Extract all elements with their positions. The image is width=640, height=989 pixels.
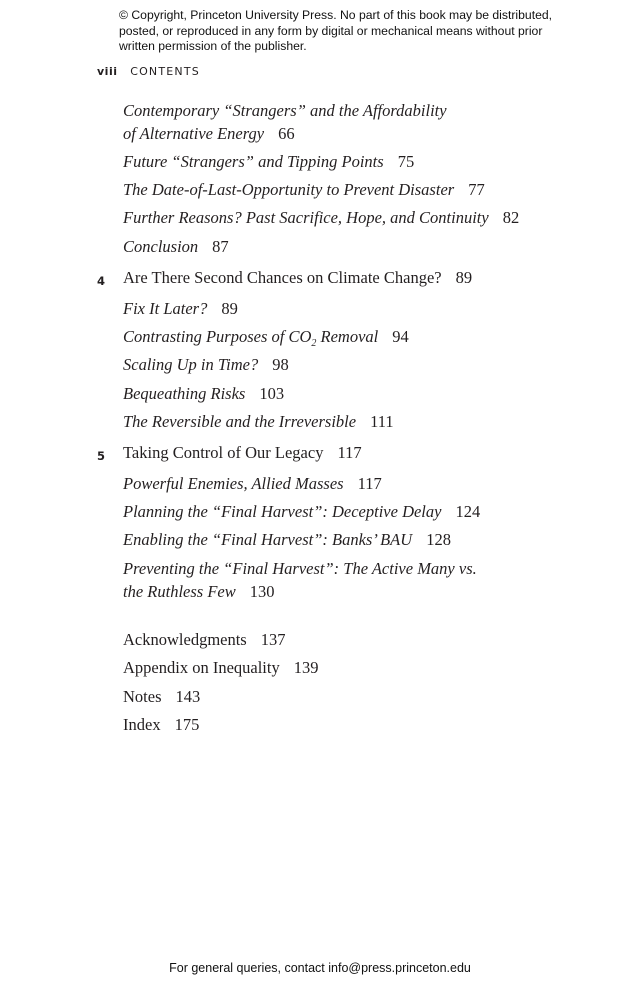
toc-section[interactable] bbox=[123, 382, 563, 405]
section-title-continued: the Ruthless Few bbox=[123, 582, 236, 601]
toc-section[interactable] bbox=[123, 206, 603, 229]
section-page: 87 bbox=[212, 237, 229, 256]
section-title: Enabling the “Final Harvest”: Banks’ BAU bbox=[123, 530, 413, 549]
section-page: 82 bbox=[502, 208, 520, 227]
back-matter-title: Notes bbox=[123, 687, 162, 706]
toc-back-matter[interactable] bbox=[123, 685, 563, 708]
section-title: Fix It Later? bbox=[123, 299, 208, 318]
page-number: viii bbox=[97, 65, 118, 78]
section-page: 98 bbox=[272, 355, 289, 374]
section-page: 89 bbox=[221, 299, 238, 318]
section-page: 77 bbox=[468, 180, 485, 199]
back-matter-page: 175 bbox=[174, 715, 200, 734]
section-page: 128 bbox=[426, 530, 451, 549]
toc-section[interactable] bbox=[123, 557, 563, 603]
section-title: Planning the “Final Harvest”: Deceptive Delay bbox=[123, 502, 442, 521]
chapter-number: 5 bbox=[97, 449, 106, 463]
toc-chapter[interactable] bbox=[97, 441, 563, 464]
section-title: Contrasting Purposes of $CO_2$ Removal bbox=[123, 327, 379, 349]
chapter-title: Are There Second Chances on Climate Change? bbox=[123, 268, 442, 287]
copyright-notice: © Copyright, Princeton University Press. No part of this book may be distributed, posted, or reproduced in any form by digital or mechanical means without prior written permission of the publisher. bbox=[119, 8, 553, 53]
section-title: Further Reasons? Past Sacrifice, Hope, and Continuity bbox=[123, 208, 489, 227]
section-title: Future “Strangers” and Tipping Points bbox=[123, 152, 384, 171]
back-matter-title: Appendix on Inequality bbox=[123, 658, 280, 677]
section-title: Powerful Enemies, Allied Masses bbox=[123, 474, 344, 493]
section-page: 111 bbox=[370, 412, 394, 431]
toc-back-matter[interactable] bbox=[123, 713, 563, 736]
section-page: 117 bbox=[357, 474, 382, 493]
section-title: The Reversible and the Irreversible bbox=[123, 412, 357, 431]
section-page: 94 bbox=[392, 327, 409, 346]
section-title: Conclusion bbox=[123, 237, 199, 256]
section-title: Scaling Up in Time? bbox=[123, 355, 259, 374]
section-page: 66 bbox=[278, 124, 295, 143]
toc-section[interactable] bbox=[123, 528, 563, 551]
section-title-continued: of Alternative Energy bbox=[123, 124, 265, 143]
toc-section[interactable] bbox=[123, 178, 563, 201]
back-matter-page: 139 bbox=[293, 658, 319, 677]
toc-section[interactable] bbox=[123, 235, 563, 258]
toc-back-matter[interactable] bbox=[123, 656, 563, 679]
back-matter-title: Index bbox=[123, 715, 161, 734]
toc-chapter[interactable] bbox=[97, 266, 563, 289]
section-page: 130 bbox=[249, 582, 275, 601]
toc-section[interactable] bbox=[123, 472, 563, 495]
toc-section[interactable] bbox=[123, 150, 563, 173]
back-matter-page: 143 bbox=[175, 687, 201, 706]
toc-back-matter[interactable] bbox=[123, 628, 563, 651]
chapter-number: 4 bbox=[97, 274, 106, 288]
section-title: The Date-of-Last-Opportunity to Prevent Disaster bbox=[123, 180, 455, 199]
footer-contact: For general queries, contact info@press.princeton.edu bbox=[169, 961, 471, 975]
section-page: 124 bbox=[455, 502, 481, 521]
chapter-page: 117 bbox=[337, 443, 362, 462]
section-page: 103 bbox=[259, 384, 285, 403]
section-page: 75 bbox=[397, 152, 415, 171]
toc-section[interactable] bbox=[123, 99, 563, 145]
toc-section[interactable] bbox=[123, 410, 563, 433]
toc-section[interactable] bbox=[123, 325, 563, 348]
section-title: Contemporary “Strangers” and the Affordability bbox=[123, 101, 447, 120]
header-title: CONTENTS bbox=[130, 65, 200, 78]
chapter-page: 89 bbox=[455, 268, 473, 287]
running-header bbox=[97, 65, 200, 78]
chapter-title: Taking Control of Our Legacy bbox=[123, 443, 324, 462]
section-title: Bequeathing Risks bbox=[123, 384, 246, 403]
toc-section[interactable] bbox=[123, 500, 563, 523]
subscript: 2 bbox=[311, 338, 317, 349]
toc-section[interactable] bbox=[123, 297, 563, 320]
back-matter-page: 137 bbox=[260, 630, 286, 649]
back-matter-title: Acknowledgments bbox=[123, 630, 247, 649]
section-title: Preventing the “Final Harvest”: The Active Many vs. bbox=[123, 559, 477, 578]
toc-section[interactable] bbox=[123, 353, 563, 376]
